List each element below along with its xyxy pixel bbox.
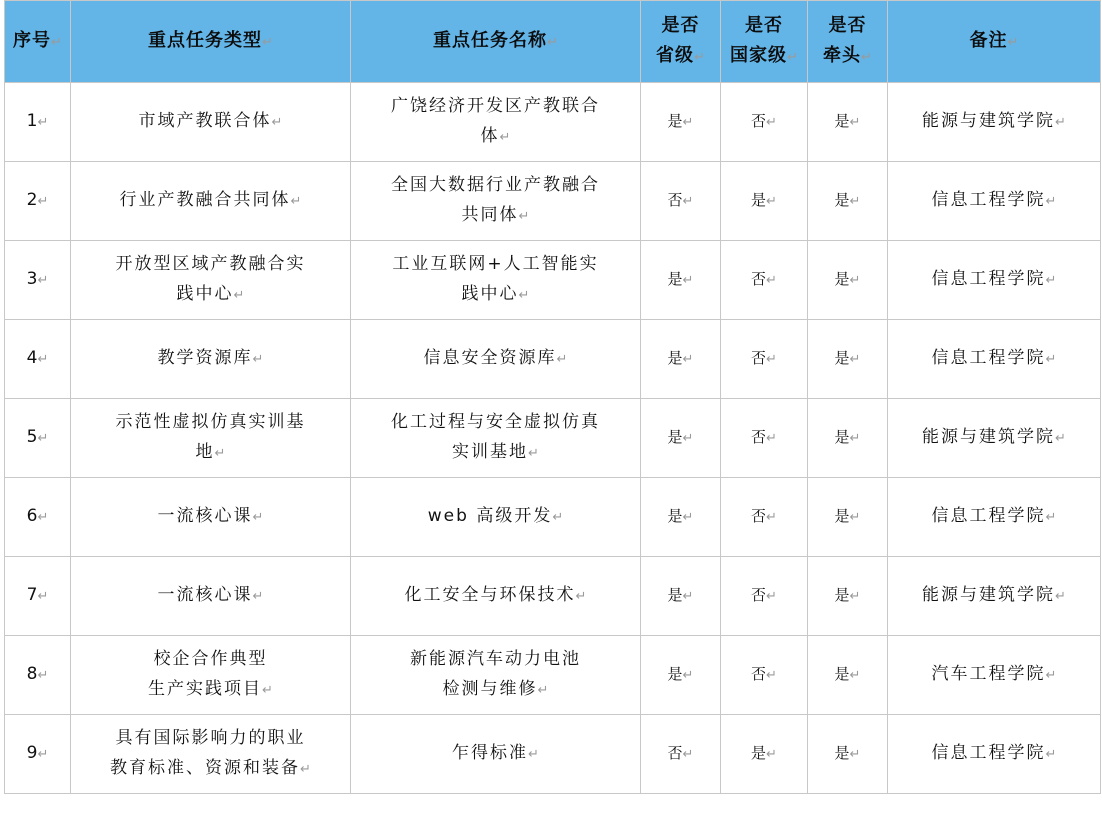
cell-note: 信息工程学院↵ [888, 715, 1101, 794]
paragraph-mark-icon: ↵ [766, 352, 777, 367]
cell-task-type: 开放型区域产教融合实 践中心↵ [71, 241, 351, 320]
cell-index: 8↵ [5, 636, 71, 715]
cell-note: 信息工程学院↵ [888, 241, 1101, 320]
cell-index: 5↵ [5, 399, 71, 478]
cell-lead: 是↵ [808, 241, 888, 320]
table-row [5, 557, 1101, 636]
cell-national: 是↵ [721, 715, 808, 794]
cell-task-type: 一流核心课↵ [71, 478, 351, 557]
paragraph-mark-icon: ↵ [766, 273, 777, 288]
paragraph-mark-icon: ↵ [1045, 194, 1057, 209]
header-cell-task-name: 重点任务名称↵ [351, 1, 641, 83]
cell-national: 否↵ [721, 320, 808, 399]
cell-note: 信息工程学院↵ [888, 320, 1101, 399]
cell-lead: 是↵ [808, 557, 888, 636]
header-cell-note: 备注↵ [888, 1, 1101, 83]
header-cell-national: 是否 国家级↵ [721, 1, 808, 83]
paragraph-mark-icon: ↵ [556, 352, 568, 367]
cell-index: 7↵ [5, 557, 71, 636]
cell-task-type: 一流核心课↵ [71, 557, 351, 636]
cell-provincial: 是↵ [641, 83, 721, 162]
paragraph-mark-icon: ↵ [849, 747, 861, 762]
cell-task-name: 信息安全资源库↵ [351, 320, 641, 399]
table-row [5, 636, 1101, 715]
cell-task-type: 具有国际影响力的职业 教育标准、资源和装备↵ [71, 715, 351, 794]
paragraph-mark-icon: ↵ [252, 352, 264, 367]
paragraph-mark-icon: ↵ [528, 747, 539, 762]
paragraph-mark-icon: ↵ [766, 431, 777, 446]
paragraph-mark-icon: ↵ [37, 352, 49, 367]
table-row [5, 241, 1101, 320]
paragraph-mark-icon: ↵ [51, 34, 62, 50]
paragraph-mark-icon: ↵ [682, 273, 694, 288]
paragraph-mark-icon: ↵ [682, 431, 694, 446]
paragraph-mark-icon: ↵ [37, 510, 49, 525]
cell-provincial: 是↵ [641, 320, 721, 399]
paragraph-mark-icon: ↵ [682, 352, 694, 367]
cell-task-name: 乍得标准↵ [351, 715, 641, 794]
cell-national: 是↵ [721, 162, 808, 241]
paragraph-mark-icon: ↵ [499, 130, 511, 145]
cell-lead: 是↵ [808, 636, 888, 715]
paragraph-mark-icon: ↵ [682, 510, 694, 525]
header-cell-provincial: 是否 省级↵ [641, 1, 721, 83]
cell-index: 3↵ [5, 241, 71, 320]
paragraph-mark-icon: ↵ [37, 273, 49, 288]
paragraph-mark-icon: ↵ [766, 115, 777, 130]
cell-task-type: 行业产教融合共同体↵ [71, 162, 351, 241]
paragraph-mark-icon: ↵ [528, 446, 539, 461]
cell-task-type: 教学资源库↵ [71, 320, 351, 399]
paragraph-mark-icon: ↵ [518, 288, 530, 303]
paragraph-mark-icon: ↵ [849, 115, 861, 130]
paragraph-mark-icon: ↵ [682, 115, 694, 130]
cell-national: 否↵ [721, 399, 808, 478]
table-row [5, 399, 1101, 478]
cell-provincial: 否↵ [641, 162, 721, 241]
cell-note: 汽车工程学院↵ [888, 636, 1101, 715]
table-row [5, 162, 1101, 241]
paragraph-mark-icon: ↵ [252, 510, 264, 525]
cell-index: 6↵ [5, 478, 71, 557]
cell-national: 否↵ [721, 636, 808, 715]
key-tasks-table [4, 0, 1101, 794]
paragraph-mark-icon: ↵ [233, 288, 245, 303]
paragraph-mark-icon: ↵ [271, 115, 283, 130]
cell-lead: 是↵ [808, 399, 888, 478]
cell-provincial: 是↵ [641, 636, 721, 715]
paragraph-mark-icon: ↵ [1007, 34, 1019, 50]
cell-task-name: web 高级开发↵ [351, 478, 641, 557]
cell-index: 9↵ [5, 715, 71, 794]
cell-task-name: 化工安全与环保技术↵ [351, 557, 641, 636]
paragraph-mark-icon: ↵ [518, 209, 530, 224]
paragraph-mark-icon: ↵ [766, 510, 777, 525]
cell-provincial: 是↵ [641, 478, 721, 557]
paragraph-mark-icon: ↵ [849, 194, 861, 209]
cell-task-name: 工业互联网+人工智能实 践中心↵ [351, 241, 641, 320]
cell-national: 否↵ [721, 83, 808, 162]
header-cell-lead: 是否 牵头↵ [808, 1, 888, 83]
cell-lead: 是↵ [808, 478, 888, 557]
header-cell-task-type: 重点任务类型↵ [71, 1, 351, 83]
header-cell-index: 序号↵ [5, 1, 71, 83]
cell-provincial: 是↵ [641, 399, 721, 478]
paragraph-mark-icon: ↵ [547, 34, 558, 50]
paragraph-mark-icon: ↵ [849, 589, 861, 604]
cell-task-type: 市域产教联合体↵ [71, 83, 351, 162]
paragraph-mark-icon: ↵ [537, 683, 549, 698]
paragraph-mark-icon: ↵ [849, 352, 861, 367]
cell-note: 能源与建筑学院↵ [888, 557, 1101, 636]
cell-lead: 是↵ [808, 320, 888, 399]
paragraph-mark-icon: ↵ [766, 747, 777, 762]
cell-national: 否↵ [721, 478, 808, 557]
table-body [5, 83, 1101, 794]
paragraph-mark-icon: ↵ [861, 49, 872, 65]
table-row [5, 83, 1101, 162]
paragraph-mark-icon: ↵ [682, 747, 694, 762]
cell-note: 能源与建筑学院↵ [888, 83, 1101, 162]
paragraph-mark-icon: ↵ [1055, 589, 1066, 604]
cell-lead: 是↵ [808, 83, 888, 162]
paragraph-mark-icon: ↵ [214, 446, 226, 461]
paragraph-mark-icon: ↵ [37, 194, 49, 209]
table-header [5, 1, 1101, 83]
cell-task-name: 全国大数据行业产教融合 共同体↵ [351, 162, 641, 241]
cell-index: 2↵ [5, 162, 71, 241]
cell-lead: 是↵ [808, 162, 888, 241]
paragraph-mark-icon: ↵ [694, 49, 705, 65]
paragraph-mark-icon: ↵ [262, 34, 273, 50]
cell-task-name: 化工过程与安全虚拟仿真 实训基地↵ [351, 399, 641, 478]
cell-index: 1↵ [5, 83, 71, 162]
paragraph-mark-icon: ↵ [849, 510, 861, 525]
paragraph-mark-icon: ↵ [37, 668, 49, 683]
paragraph-mark-icon: ↵ [849, 273, 861, 288]
paragraph-mark-icon: ↵ [682, 194, 694, 209]
paragraph-mark-icon: ↵ [766, 194, 777, 209]
cell-national: 否↵ [721, 241, 808, 320]
cell-task-name: 新能源汽车动力电池 检测与维修↵ [351, 636, 641, 715]
paragraph-mark-icon: ↵ [37, 747, 49, 762]
table-row [5, 715, 1101, 794]
paragraph-mark-icon: ↵ [575, 589, 587, 604]
table-row [5, 478, 1101, 557]
cell-note: 能源与建筑学院↵ [888, 399, 1101, 478]
paragraph-mark-icon: ↵ [766, 668, 777, 683]
paragraph-mark-icon: ↵ [262, 683, 273, 698]
cell-national: 否↵ [721, 557, 808, 636]
table-row [5, 320, 1101, 399]
paragraph-mark-icon: ↵ [290, 194, 302, 209]
cell-provincial: 是↵ [641, 241, 721, 320]
paragraph-mark-icon: ↵ [1045, 747, 1057, 762]
header-row [5, 1, 1101, 83]
paragraph-mark-icon: ↵ [766, 589, 777, 604]
cell-task-type: 示范性虚拟仿真实训基 地↵ [71, 399, 351, 478]
paragraph-mark-icon: ↵ [300, 762, 311, 777]
paragraph-mark-icon: ↵ [1055, 431, 1066, 446]
cell-note: 信息工程学院↵ [888, 162, 1101, 241]
cell-provincial: 是↵ [641, 557, 721, 636]
paragraph-mark-icon: ↵ [1045, 510, 1057, 525]
paragraph-mark-icon: ↵ [552, 510, 564, 525]
paragraph-mark-icon: ↵ [1055, 115, 1066, 130]
paragraph-mark-icon: ↵ [37, 431, 49, 446]
paragraph-mark-icon: ↵ [849, 668, 861, 683]
cell-provincial: 否↵ [641, 715, 721, 794]
paragraph-mark-icon: ↵ [682, 668, 694, 683]
paragraph-mark-icon: ↵ [682, 589, 694, 604]
paragraph-mark-icon: ↵ [252, 589, 264, 604]
paragraph-mark-icon: ↵ [787, 49, 798, 65]
cell-lead: 是↵ [808, 715, 888, 794]
cell-task-name: 广饶经济开发区产教联合 体↵ [351, 83, 641, 162]
cell-task-type: 校企合作典型 生产实践项目↵ [71, 636, 351, 715]
paragraph-mark-icon: ↵ [1045, 668, 1057, 683]
paragraph-mark-icon: ↵ [1045, 273, 1057, 288]
paragraph-mark-icon: ↵ [1045, 352, 1057, 367]
paragraph-mark-icon: ↵ [849, 431, 861, 446]
cell-note: 信息工程学院↵ [888, 478, 1101, 557]
paragraph-mark-icon: ↵ [37, 115, 49, 130]
paragraph-mark-icon: ↵ [37, 589, 49, 604]
cell-index: 4↵ [5, 320, 71, 399]
